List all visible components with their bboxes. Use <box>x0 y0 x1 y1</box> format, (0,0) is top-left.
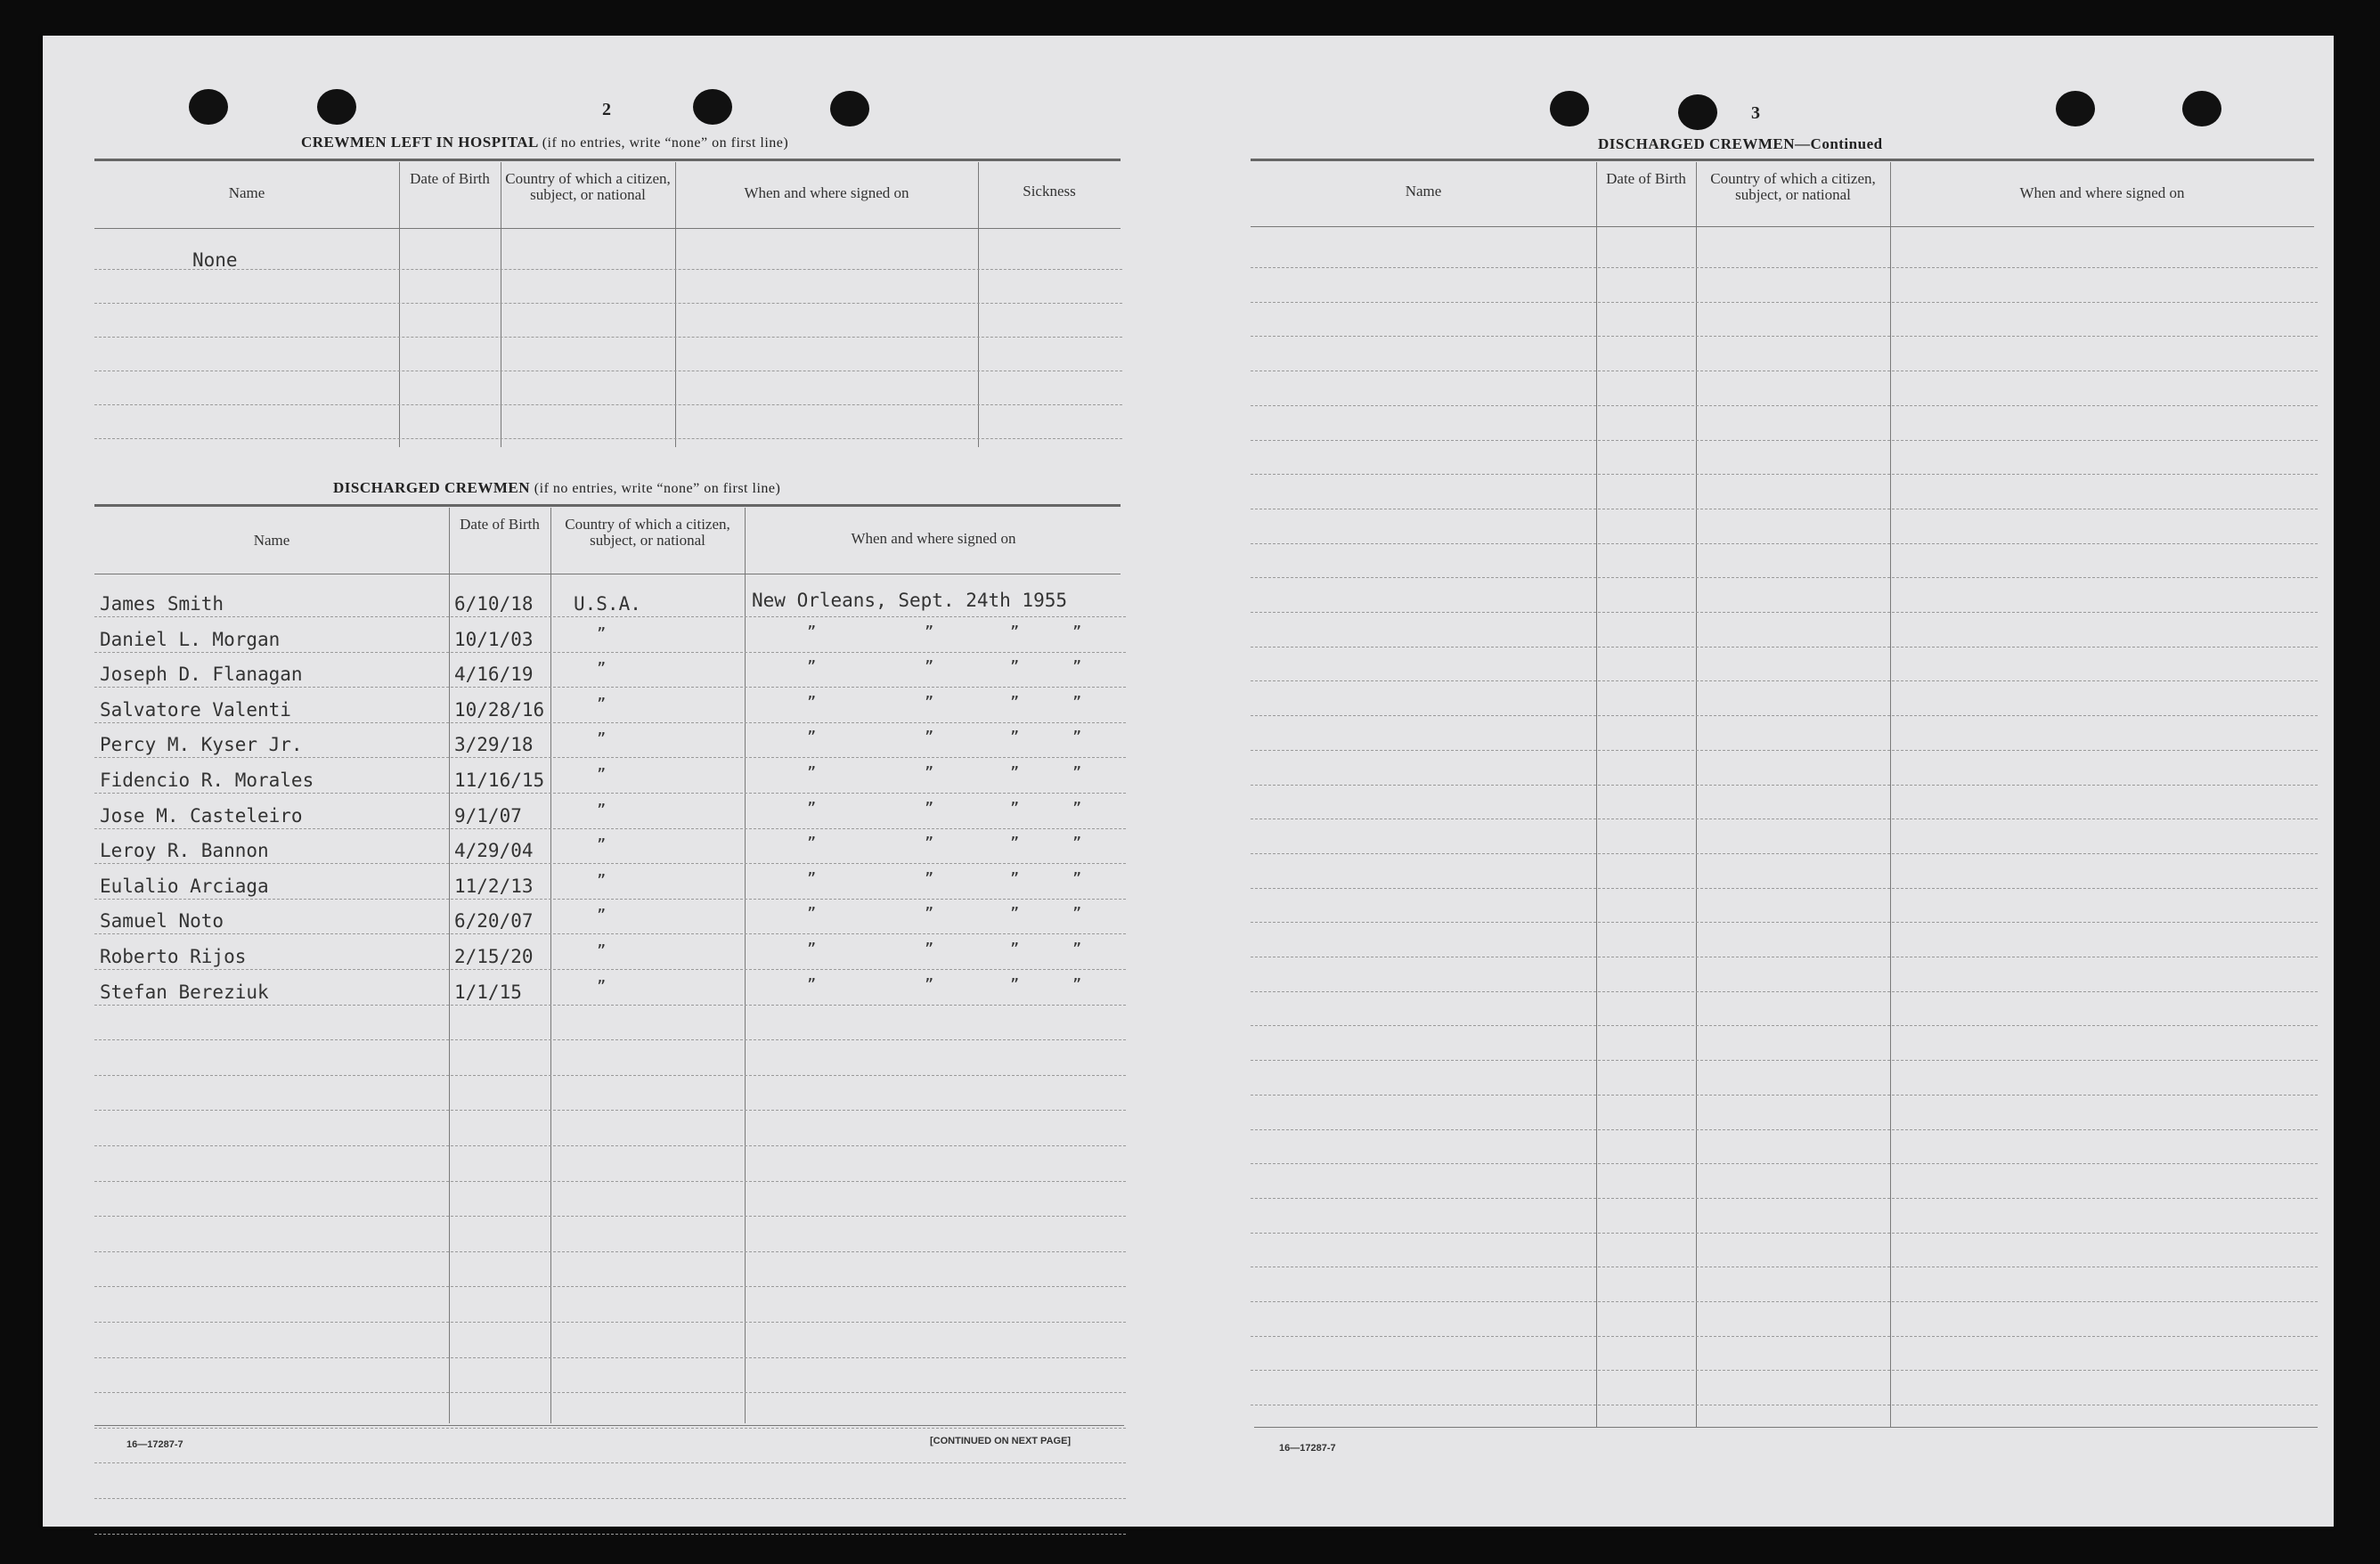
right-col-divider <box>1890 162 1891 1427</box>
discharged-row-line <box>94 1075 1126 1076</box>
crew-signed-on-ditto: ” <box>1010 799 1020 818</box>
crew-country-ditto: ” <box>597 977 607 996</box>
crew-country-ditto: ” <box>597 836 607 855</box>
discharged-row-line <box>94 1005 1126 1006</box>
right-row-line <box>1251 1060 2318 1061</box>
crew-signed-on-ditto: ” <box>1072 658 1082 677</box>
discharged-row-line <box>94 722 1126 723</box>
footer-continued-note: [CONTINUED ON NEXT PAGE] <box>930 1436 1072 1446</box>
punch-hole <box>189 89 228 125</box>
right-row-line <box>1251 336 2318 337</box>
crew-name: Daniel L. Morgan <box>100 628 281 650</box>
crew-country-ditto: ” <box>597 942 607 960</box>
right-row-line <box>1251 302 2318 303</box>
crew-signed-on-ditto: ” <box>925 905 934 924</box>
crew-name: Jose M. Casteleiro <box>100 804 303 827</box>
discharged-row-line <box>94 793 1126 794</box>
hospital-col-sickness: Sickness <box>1023 183 1076 200</box>
right-row-line <box>1251 922 2318 923</box>
crew-country-ditto: ” <box>597 766 607 784</box>
discharged-continued-title: DISCHARGED CREWMEN—Continued <box>1598 135 1883 152</box>
crew-signed-on-ditto: ” <box>925 869 934 888</box>
discharged-row-line <box>94 969 1126 970</box>
crew-name: Joseph D. Flanagan <box>100 664 303 686</box>
crew-signed-on-ditto: ” <box>1010 693 1020 712</box>
crew-dob: 11/2/13 <box>454 875 534 897</box>
crew-country-ditto: ” <box>597 907 607 925</box>
discharged-row-line <box>94 1428 1126 1429</box>
right-row-line <box>1251 1163 2318 1164</box>
crew-signed-on-ditto: ” <box>807 729 817 747</box>
crew-name: Eulalio Arciaga <box>100 875 269 897</box>
page-number: 3 <box>1751 103 1760 123</box>
discharged-row-line <box>94 899 1126 900</box>
crew-signed-on-ditto: ” <box>807 869 817 888</box>
crew-signed-on-ditto: ” <box>1010 658 1020 677</box>
crew-signed-on-ditto: ” <box>807 658 817 677</box>
discharged-row-line <box>94 1462 1126 1463</box>
crew-signed-on-ditto: ” <box>1010 623 1020 641</box>
discharged-row-line <box>94 1357 1126 1358</box>
crew-signed-on-ditto: ” <box>925 799 934 818</box>
hospital-header-rule <box>94 228 1121 229</box>
discharged-col-signed-on: When and where signed on <box>851 530 1016 547</box>
crew-signed-on-ditto: ” <box>807 693 817 712</box>
hospital-first-entry: None <box>192 249 238 271</box>
right-row-line <box>1251 440 2318 441</box>
right-header-rule <box>1251 226 2314 227</box>
right-row-line <box>1251 991 2318 992</box>
crew-dob: 3/29/18 <box>454 734 534 756</box>
crew-dob: 10/28/16 <box>454 698 545 721</box>
discharged-row-line <box>94 652 1126 653</box>
crew-signed-on-ditto: ” <box>1072 764 1082 782</box>
crew-name: Roberto Rijos <box>100 946 247 967</box>
crew-signed-on-ditto: ” <box>807 975 817 994</box>
punch-hole <box>830 91 869 126</box>
discharged-row-line <box>94 1216 1126 1217</box>
punch-hole <box>2182 91 2221 126</box>
right-col-dob: Date of Birth <box>1606 170 1686 187</box>
crew-dob: 2/15/20 <box>454 946 534 967</box>
crew-signed-on-ditto: ” <box>1010 729 1020 747</box>
crew-country: U.S.A. <box>574 593 641 615</box>
discharged-row-line <box>94 1181 1126 1182</box>
hospital-col-country: Country of which a citizen, subject, or national <box>505 170 671 203</box>
crew-signed-on-ditto: ” <box>807 905 817 924</box>
discharged-section-title: DISCHARGED CREWMEN (if no entries, write “none” on first line) <box>333 479 781 496</box>
discharged-row-line <box>94 687 1126 688</box>
footer-code: 16—17287-7 <box>126 1439 183 1450</box>
discharged-row-line <box>94 1110 1126 1111</box>
right-row-line <box>1251 647 2318 648</box>
crew-country-ditto: ” <box>597 871 607 890</box>
right-row-line <box>1251 543 2318 544</box>
crew-dob: 9/1/07 <box>454 804 522 827</box>
discharged-row-line <box>94 933 1126 934</box>
crew-signed-on-ditto: ” <box>1010 835 1020 853</box>
crew-name: James Smith <box>100 593 224 615</box>
right-col-divider <box>1596 162 1597 1427</box>
right-row-line <box>1251 750 2318 751</box>
hospital-col-signed-on: When and where signed on <box>744 184 909 201</box>
crew-signed-on: New Orleans, Sept. 24th 1955 <box>752 590 1068 611</box>
punch-hole <box>693 89 732 125</box>
discharged-row-line <box>94 1039 1126 1040</box>
right-row-line <box>1251 405 2318 406</box>
right-row-line <box>1251 1301 2318 1302</box>
punch-hole <box>1550 91 1589 126</box>
right-bottom-rule <box>1254 1427 2318 1428</box>
crew-country-ditto: ” <box>597 730 607 749</box>
hospital-section-title: CREWMEN LEFT IN HOSPITAL (if no entries, write “none” on first line) <box>301 134 789 151</box>
hospital-row-line <box>94 438 1122 439</box>
crew-country-ditto: ” <box>597 695 607 713</box>
right-row-line <box>1251 474 2318 475</box>
crew-signed-on-ditto: ” <box>925 941 934 958</box>
discharged-row-line <box>94 616 1126 617</box>
crew-signed-on-ditto: ” <box>1072 799 1082 818</box>
crew-signed-on-ditto: ” <box>1010 905 1020 924</box>
page-number: 2 <box>602 100 611 119</box>
crew-name: Salvatore Valenti <box>100 698 291 721</box>
discharged-row-line <box>94 828 1126 829</box>
footer-code: 16—17287-7 <box>1279 1443 1336 1454</box>
hospital-row-line <box>94 404 1122 405</box>
discharged-bottom-rule <box>94 1425 1124 1426</box>
crew-name: Percy M. Kyser Jr. <box>100 734 303 756</box>
crew-dob: 11/16/15 <box>454 770 545 791</box>
right-row-line <box>1251 1198 2318 1199</box>
right-row-line <box>1251 267 2318 268</box>
crew-signed-on-ditto: ” <box>925 623 934 641</box>
right-row-line <box>1251 612 2318 613</box>
document-sheet <box>43 36 2334 1527</box>
crew-signed-on-ditto: ” <box>1010 764 1020 782</box>
crew-signed-on-ditto: ” <box>1072 835 1082 853</box>
hospital-section-instruction: (if no entries, write “none” on first line) <box>542 135 789 151</box>
crew-signed-on-ditto: ” <box>1072 941 1082 958</box>
right-row-line <box>1251 1370 2318 1371</box>
right-row-line <box>1251 680 2318 681</box>
crew-signed-on-ditto: ” <box>1072 729 1082 747</box>
punch-hole <box>1678 94 1717 130</box>
hospital-col-name: Name <box>228 184 265 201</box>
discharged-col-name: Name <box>253 532 290 549</box>
right-row-line <box>1251 1336 2318 1337</box>
discharged-row-line <box>94 1534 1126 1535</box>
crew-signed-on-ditto: ” <box>925 658 934 677</box>
crew-dob: 1/1/15 <box>454 981 522 1003</box>
crew-name: Leroy R. Bannon <box>100 840 269 862</box>
crew-name: Samuel Noto <box>100 910 224 933</box>
crew-signed-on-ditto: ” <box>925 835 934 853</box>
right-col-divider <box>1696 162 1697 1427</box>
discharged-row-line <box>94 1498 1126 1499</box>
right-col-country: Country of which a citizen, subject, or national <box>1710 170 1876 203</box>
crew-country-ditto: ” <box>597 624 607 643</box>
crew-dob: 6/20/07 <box>454 910 534 933</box>
right-row-line <box>1251 715 2318 716</box>
hospital-row-line <box>94 269 1122 270</box>
crew-signed-on-ditto: ” <box>807 941 817 958</box>
crew-signed-on-ditto: ” <box>1072 623 1082 641</box>
discharged-row-line <box>94 1322 1126 1323</box>
crew-signed-on-ditto: ” <box>1072 869 1082 888</box>
crew-signed-on-ditto: ” <box>1010 975 1020 994</box>
discharged-row-line <box>94 1145 1126 1146</box>
crew-dob: 4/16/19 <box>454 664 534 686</box>
discharged-col-country: Country of which a citizen, subject, or national <box>565 516 730 549</box>
right-row-line <box>1251 1129 2318 1130</box>
crew-signed-on-ditto: ” <box>1072 975 1082 994</box>
right-top-rule <box>1251 159 2314 161</box>
hospital-row-line <box>94 303 1122 304</box>
right-row-line <box>1251 785 2318 786</box>
discharged-section-instruction: (if no entries, write “none” on first line) <box>534 481 781 496</box>
crew-signed-on-ditto: ” <box>925 975 934 994</box>
right-row-line <box>1251 888 2318 889</box>
crew-dob: 10/1/03 <box>454 628 534 650</box>
discharged-row-line <box>94 1286 1126 1287</box>
crew-signed-on-ditto: ” <box>925 729 934 747</box>
right-row-line <box>1251 853 2318 854</box>
crew-country-ditto: ” <box>597 660 607 679</box>
hospital-col-dob: Date of Birth <box>410 170 490 187</box>
crew-name: Stefan Bereziuk <box>100 981 269 1003</box>
crew-signed-on-ditto: ” <box>925 764 934 782</box>
crew-signed-on-ditto: ” <box>1010 941 1020 958</box>
crew-signed-on-ditto: ” <box>1072 905 1082 924</box>
crew-signed-on-ditto: ” <box>1072 693 1082 712</box>
crew-name: Fidencio R. Morales <box>100 770 314 791</box>
discharged-col-dob: Date of Birth <box>460 516 540 533</box>
crew-signed-on-ditto: ” <box>925 693 934 712</box>
discharged-row-line <box>94 1251 1126 1252</box>
punch-hole <box>317 89 356 125</box>
crew-signed-on-ditto: ” <box>807 799 817 818</box>
crew-dob: 4/29/04 <box>454 840 534 862</box>
crew-signed-on-ditto: ” <box>807 835 817 853</box>
crew-signed-on-ditto: ” <box>1010 869 1020 888</box>
discharged-row-line <box>94 863 1126 864</box>
right-row-line <box>1251 1095 2318 1096</box>
crew-signed-on-ditto: ” <box>807 623 817 641</box>
crew-country-ditto: ” <box>597 801 607 819</box>
right-row-line <box>1251 1233 2318 1234</box>
right-col-name: Name <box>1405 183 1442 200</box>
hospital-row-line <box>94 337 1122 338</box>
right-col-signed-on: When and where signed on <box>2019 184 2185 201</box>
right-row-line <box>1251 577 2318 578</box>
discharged-row-line <box>94 1392 1126 1393</box>
crew-signed-on-ditto: ” <box>807 764 817 782</box>
hospital-top-rule <box>94 159 1121 161</box>
discharged-row-line <box>94 757 1126 758</box>
right-row-line <box>1251 1025 2318 1026</box>
discharged-top-rule <box>94 504 1121 507</box>
crew-dob: 6/10/18 <box>454 593 534 615</box>
punch-hole <box>2056 91 2095 126</box>
